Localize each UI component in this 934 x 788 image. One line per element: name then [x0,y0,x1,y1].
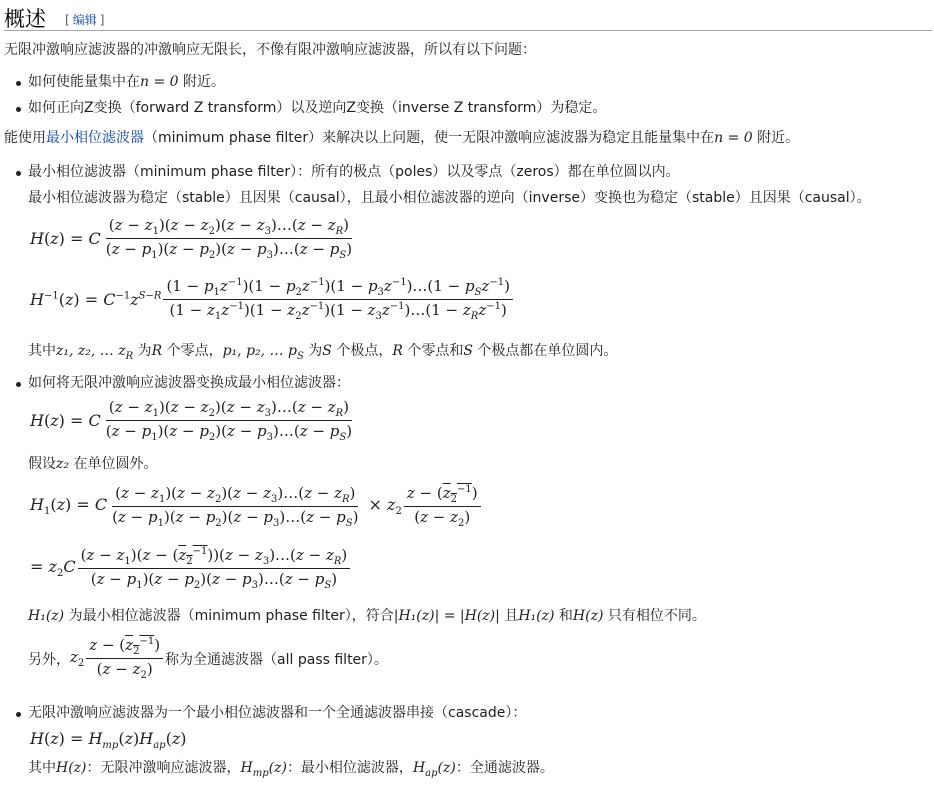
problem-item: 如何正向Z变换（forward Z transform）以及逆向Z变换（inverse Z transform）为稳定。 [28,100,607,116]
edit-section: [ 编辑 ] [65,13,105,27]
problem-item: 如何使能量集中在n = 0 附近。 [28,74,226,90]
allpass-line: 另外， $z_2$ $\frac{z - (z_2^{-1})}{(z - z_2)}$ 称为全通滤波器（all pass filter）。 [28,636,388,681]
assumption-line: 假设z₂ 在单位圆外。 [28,456,158,472]
bullet-dot [16,712,21,717]
h1-note: H₁(z) 为最小相位滤波器（minimum phase filter），符合|H₁(z)| = |H(z)| 且H₁(z) 和H(z) 只有相位不同。 [28,608,706,624]
cascade-note: 其中H(z)：无限冲激响应滤波器，$H_{mp}(z)$：最小相位滤波器，$H_{ap}(z)$：全通滤波器。 [28,760,554,779]
intro-paragraph: 无限冲激响应滤波器的冲激响应无限长，不像有限冲激响应滤波器，所以有以下问题： [4,42,536,58]
formula-h1-z-expanded: = $z_2C$ $\frac{(z - z_1)(z - (z_2^{-1}))(z - z_3)\dots(z - z_R)}{(z - p_1)(z - p_2)(z - p_3)\dots(z - p_S)}$ [30,546,352,591]
formula-h-z: H(z) = C $\frac{(z - z_1)(z - z_2)(z - z_3)\dots(z - z_R)}{(z - p_1)(z - p_2)(z - p_3)\dots(z - p_S)}$ [30,216,353,261]
mpf-stability: 最小相位滤波器为稳定（stable）且因果（causal），且最小相位滤波器的逆向（inverse）变换也为稳定（stable）且因果（causal）。 [28,190,871,206]
formula-cascade: $H(z) = H_{mp}(z)H_{ap}(z)$ [30,729,187,752]
bullet-dot [16,171,21,176]
bullet-dot [16,107,21,112]
formula-h-inverse: $H^{-1}(z) = C^{-1}z^{S-R}$ $\frac{(1 - p_1z^{-1})(1 - p_2z^{-1})(1 - p_3z^{-1})\dots(1 - p_Sz^{-1})}{(1 - z_1z^{-1})(1 - z_2z^{-1})(1 - z_3z^{-1})\dots(1 - z_Rz^{-1})}$ [30,277,515,322]
bullet-dot [16,382,21,387]
edit-link[interactable]: 编辑 [72,13,97,27]
zeros-poles-note: 其中z₁, z₂, … $z_R$ 为R 个零点，p₁, p₂, … $p_S$ 为S 个极点，R 个零点和S 个极点都在单位圆内。 [28,343,618,362]
conversion-title: 如何将无限冲激响应滤波器变换成最小相位滤波器： [28,375,350,391]
section-heading [4,0,932,31]
formula-h-z-repeat: H(z) = C $\frac{(z - z_1)(z - z_2)(z - z_3)\dots(z - z_R)}{(z - p_1)(z - p_2)(z - p_3)\dots(z - p_S)}$ [30,398,353,443]
formula-h1-z: $H_1(z) = C$ $\frac{(z - z_1)(z - z_2)(z - z_3)\dots(z - z_R)}{(z - p_1)(z - p_2)(z - p_3)\dots(z - p_S)}$ × $z_2$ $\frac{z - (z_2^{-1})}{(z - z_2)}$ [30,484,483,529]
section-title: 概述 [4,7,46,31]
solution-paragraph: 能使用最小相位滤波器（minimum phase filter）来解决以上问题，使一无限冲激响应滤波器为稳定且能量集中在n = 0 附近。 [4,130,800,146]
cascade-title: 无限冲激响应滤波器为一个最小相位滤波器和一个全通滤波器串接（cascade）： [28,705,527,721]
minimum-phase-filter-link[interactable]: 最小相位滤波器 [46,130,144,146]
bullet-dot [16,81,21,86]
mpf-definition: 最小相位滤波器（minimum phase filter）：所有的极点（poles）以及零点（zeros）都在单位圆以内。 [28,164,680,180]
